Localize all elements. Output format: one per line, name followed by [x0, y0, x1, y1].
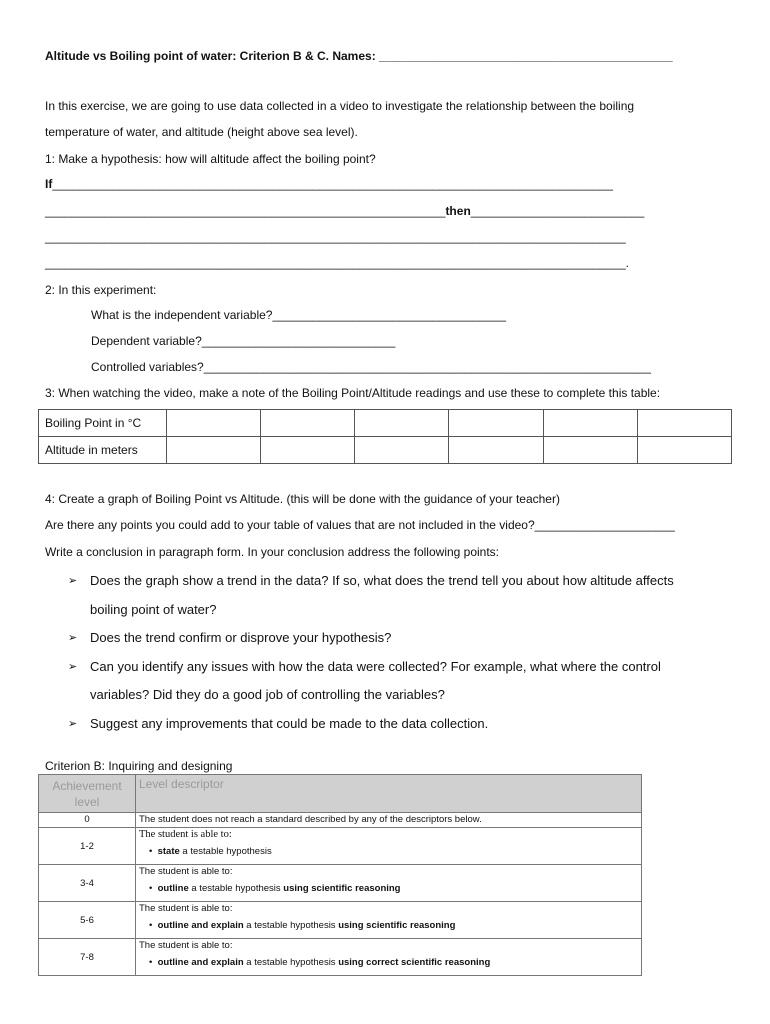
table-cell[interactable] [449, 437, 543, 464]
level-cell: 7-8 [39, 939, 136, 976]
arrow-bullet-icon: ➢ [68, 660, 78, 673]
readings-table [38, 409, 732, 464]
bullet-dot: • [149, 883, 153, 894]
table-cell[interactable] [637, 410, 731, 437]
descriptor-cell [136, 902, 642, 939]
table-row [39, 828, 642, 865]
independent-variable-field[interactable]: What is the independent variable?___________________________________ [91, 308, 507, 322]
then-label: then [445, 204, 471, 218]
table-cell[interactable] [543, 410, 637, 437]
arrow-bullet-icon: ➢ [68, 632, 78, 644]
bullet-text: boiling point of water? [90, 601, 217, 617]
command-term: outline and explain [157, 957, 244, 968]
intro-line-2: temperature of water, and altitude (height above sea level). [45, 125, 358, 139]
reasoning-term: using scientific reasoning [338, 920, 456, 931]
then-post-blank[interactable]: __________________________ [470, 204, 645, 218]
bullet-text: Does the graph show a trend in the data? If so, what does the trend tell you about how altitude affects [90, 573, 674, 588]
command-term: state [157, 846, 180, 857]
descriptor-text: a testable hypothesis [188, 883, 284, 894]
q2-prompt: 2: In this experiment: [45, 283, 157, 297]
title-text: Altitude vs Boiling point of water: Criterion B & C. Names: [45, 49, 380, 63]
reasoning-term: using correct scientific reasoning [338, 957, 491, 968]
table-cell[interactable] [449, 410, 543, 437]
hypothesis-then-line[interactable] [45, 204, 644, 218]
if-blank[interactable]: ____________________________________________________________________________________ [52, 177, 613, 191]
bullet-text: variables? Did they do a good job of controlling the variables? [90, 687, 445, 702]
hypothesis-if-line[interactable] [45, 177, 613, 191]
col-header-descriptor: Level descriptor [136, 775, 642, 813]
table-header-row [39, 775, 642, 813]
descriptor-intro: The student is able to: [139, 940, 233, 951]
descriptor-point [139, 846, 640, 857]
names-line[interactable]: ____________________________________________ [379, 49, 673, 63]
table-cell[interactable] [261, 437, 355, 464]
bullet-dot: • [149, 957, 153, 968]
reasoning-term: using scientific reasoning [283, 883, 401, 894]
descriptor-point [139, 920, 640, 931]
bullet-text: Suggest any improvements that could be made to the data collection. [90, 715, 489, 731]
command-term: outline [157, 883, 189, 894]
col-header-level: Achievement level [39, 775, 136, 813]
descriptor-text: a testable hypothesis [243, 957, 339, 968]
hypothesis-line-4[interactable]: _______________________________________________________________________________________. [45, 256, 629, 270]
table-cell[interactable] [355, 410, 449, 437]
row-label-boiling-point: Boiling Point in °C [39, 410, 167, 437]
page-title [45, 49, 673, 63]
table-cell[interactable] [261, 410, 355, 437]
bullet-dot: • [149, 846, 153, 857]
arrow-bullet-icon: ➢ [68, 575, 78, 587]
descriptor-intro: The student is able to: [139, 903, 233, 914]
descriptor-point [139, 883, 640, 894]
table-row [39, 437, 732, 464]
criterion-title: Criterion B: Inquiring and designing [45, 759, 233, 773]
descriptor-text: a testable hypothesis [179, 846, 272, 857]
extra-points-question[interactable]: Are there any points you could add to your table of values that are not included in the video?_____________________ [45, 518, 675, 532]
criterion-table [38, 774, 642, 976]
table-row [39, 939, 642, 976]
conclusion-instruction: Write a conclusion in paragraph form. In your conclusion address the following points: [45, 545, 500, 559]
row-label-altitude: Altitude in meters [39, 437, 167, 464]
descriptor-cell [136, 828, 642, 865]
descriptor-cell [136, 865, 642, 902]
table-cell[interactable] [167, 437, 261, 464]
controlled-variables-field[interactable]: Controlled variables?___________________________________________________________________ [91, 360, 651, 374]
intro-line-1: In this exercise, we are going to use data collected in a video to investigate the relationship between the boiling [45, 99, 635, 113]
descriptor-intro: The student is able to: [139, 866, 233, 877]
table-cell[interactable] [637, 437, 731, 464]
list-item-continuation [68, 596, 728, 625]
descriptor-intro: The student is able to: [139, 829, 232, 840]
arrow-bullet-icon: ➢ [68, 717, 78, 730]
descriptor-cell: The student does not reach a standard described by any of the descriptors below. [136, 813, 642, 828]
table-row [39, 865, 642, 902]
table-row [39, 813, 642, 828]
dependent-variable-field[interactable]: Dependent variable?_____________________________ [91, 334, 396, 348]
table-cell[interactable] [543, 437, 637, 464]
level-cell: 5-6 [39, 902, 136, 939]
q4-prompt: 4: Create a graph of Boiling Point vs Altitude. (this will be done with the guidance of your teacher) [45, 492, 560, 506]
level-cell: 1-2 [39, 828, 136, 865]
descriptor-text: a testable hypothesis [243, 920, 339, 931]
table-cell[interactable] [167, 410, 261, 437]
q3-prompt: 3: When watching the video, make a note of the Boiling Point/Altitude readings and use these to complete this table: [45, 386, 661, 400]
descriptor-point [139, 957, 640, 968]
list-item-continuation [68, 681, 728, 710]
level-cell: 3-4 [39, 865, 136, 902]
command-term: outline and explain [157, 920, 244, 931]
if-label: If [45, 177, 53, 191]
table-cell[interactable] [355, 437, 449, 464]
then-pre-blank[interactable]: ____________________________________________________________ [45, 204, 446, 218]
table-row [39, 902, 642, 939]
level-cell: 0 [39, 813, 136, 828]
bullet-dot: • [149, 920, 153, 931]
bullet-text: Can you identify any issues with how the data were collected? For example, what where the control [90, 658, 661, 674]
q1-prompt: 1: Make a hypothesis: how will altitude affect the boiling point? [45, 152, 376, 166]
bullet-text: Does the trend confirm or disprove your hypothesis? [90, 630, 392, 645]
list-item [68, 653, 728, 682]
table-row [39, 410, 732, 437]
list-item [68, 624, 728, 653]
list-item [68, 710, 728, 739]
conclusion-points [68, 567, 728, 738]
list-item [68, 567, 728, 596]
hypothesis-line-3[interactable]: _______________________________________________________________________________________ [45, 230, 626, 244]
descriptor-cell [136, 939, 642, 976]
